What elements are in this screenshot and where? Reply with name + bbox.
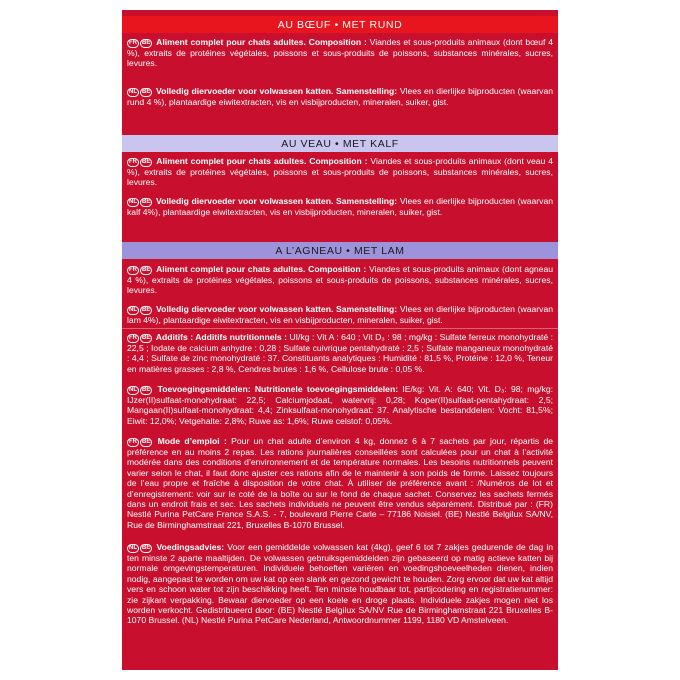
lang-badge-be: BE	[142, 40, 151, 46]
composition-lead: Volledig diervoeder voor volwassen katten. Samenstelling:	[156, 304, 398, 314]
additives-body: UI/kg : Vit A : 640 ; Vit D₃ : 98 ; mg/kg : Sulfate ferreux monohydraté : 22,5 ; Iodate de calcium anhydre : 0,28 ; Sulfate cuivrique pentahydraté : 2,5 ; Sulfate manganeux monohydraté : 4,4 ; Sulfate de zinc monohydraté : 37. Constituants analytiques : Humidité : 81,5 %, Protéine : 12,0 %, Teneur en matières grasses : 2,8 %, Cendres brutes : 1,6 %, Cellulose brute : 0,05 %.	[127, 332, 553, 374]
composition-lead: Aliment complet pour chats adultes. Composition :	[156, 37, 367, 47]
lang-badge-be: BE	[142, 159, 151, 165]
instructions-lead: Voedingsadvies:	[156, 542, 225, 552]
instructions-body: Pour un chat adulte d’environ 4 kg, donnez 6 à 7 sachets par jour, répartis de préférence en au moins 2 repas. Les rations journalières conseillées sont calculées pour un chat à l’activité modérée dans des conditions d’environnement et de température normales. Les besoins nutritionnels peuvent varier selon le chat, il faut donc ajuster ces rations afin de le maintenir à son poids de forme. Laissez toujours de l’eau propre et fraîche à disposition de votre chat. À utiliser de préférence avant : /Numéros de lot et d’enregistrement: voir sur le coté de la boîte ou sur le fond de chaque sachet. Conservez les sachets fermés dans un endroit frais et sec. Les sachets individuels ne peuvent être vendus séparément. Distribué par : (FR) Nestlé Purina PetCare France S.A.S. - 7, boulevard Pierre Carle – 77186 Noisiel. (BE) Nestlé Belgilux SA/NV, Rue de Birminghamstraat 221, Bruxelles B-1070 Brussel.	[127, 436, 554, 530]
composition-fr-kalf	[127, 156, 553, 188]
lang-badge-nl: NL	[129, 545, 137, 551]
lang-badge-be: BE	[142, 267, 151, 273]
composition-body: Vlees en dierlijke bijproducten (waarvan lam 4%), plantaardige eiwitextracten, vis en visbijproducten, mineralen, suiker, gist.	[127, 304, 553, 325]
lang-badge-be: BE	[142, 545, 151, 551]
composition-lead: Volledig diervoeder voor volwassen katten. Samenstelling:	[156, 196, 398, 206]
composition-lead: Aliment complet pour chats adultes. Composition :	[156, 156, 368, 166]
composition-nl-lam	[127, 304, 553, 325]
instructions-fr	[127, 436, 553, 530]
additives-nl	[127, 384, 553, 426]
lang-badge-fr: FR	[129, 439, 137, 445]
lang-badge-nl: NL	[129, 307, 137, 313]
additives-fr	[127, 332, 553, 374]
composition-body: Viandes et sous-produits animaux (dont bœuf 4 %), extraits de protéines végétales, poissons et sous-produits de poissons, substances minérales, sucres, levures.	[127, 37, 554, 69]
lang-badge-nl: NL	[129, 89, 137, 95]
additives-lead: Additifs : Additifs nutritionnels :	[155, 332, 287, 342]
section-title-lam: A L’AGNEAU • MET LAM	[122, 242, 558, 259]
composition-body: Viandes et sous-produits animaux (dont veau 4 %), extraits de protéines végétales, poissons et sous-produits de poissons, substances minérales, sucres, levures.	[127, 156, 553, 188]
lang-badge-fr: FR	[129, 335, 137, 341]
lang-badge-be: BE	[142, 89, 151, 95]
section-title-kalf: AU VEAU • MET KALF	[122, 135, 558, 152]
instructions-body: Voor een gemiddelde volwassen kat (4kg), geef 6 tot 7 zakjes gedurende de dag in ten minste 2 aparte maaltijden. De volwassen gebruiksgemiddelden zijn gebaseerd op matig actieve katten bij normale omgevingstemperaturen. Individuele behoeften variëren en voedingshoeveelheden dienen, indien nodig, aangepast te worden om uw kat op een slank en gezond gewicht te houden. Zorg ervoor dat uw kat altijd vers en schoon water tot zijn beschikking heeft. Ten minste houdbaar tot, partijcodering en registratienummer: zie zijkant verpakking. Bewaar diervoeder op een koele en droge plaats. Individuele zakjes mogen niet los worden verkocht. Gedistribueerd door: (BE) Nestlé Belgilux SA/NV Rue de Birminghamstraat 221 Bruxelles B-1070 Brussel. (NL) Nestlé Purina PetCare Nederland, Antwoordnummer 1199, 1180 VD Amstelveen.	[127, 542, 554, 626]
lang-badge-be: BE	[142, 335, 151, 341]
additives-lead: Toevoegingsmiddelen: Nutritionele toevoegingsmiddelen:	[157, 384, 399, 394]
ingredients-panel	[122, 10, 558, 670]
lang-badge-nl: NL	[129, 387, 137, 393]
composition-body: Viandes et sous-produits animaux (dont agneau 4 %), extraits de protéines végétales, poissons et sous-produits de poissons, substances minérales, sucres, levures.	[127, 264, 553, 296]
composition-lead: Volledig diervoeder voor volwassen katten. Samenstelling:	[156, 86, 398, 96]
section-title-rund: AU BŒUF • MET RUND	[122, 16, 558, 33]
composition-nl-rund	[127, 86, 553, 107]
lang-badge-fr: FR	[129, 159, 137, 165]
additives-body: IE/kg: Vit. A: 640; Vit. D₃: 98; mg/kg: IJzer(II)sulfaat-monohydraat: 22,5; Calciumjodaat, watervrij: 0,28; Koper(II)sulfaat-pentahydraat: 2,5; Mangaan(II)sulfaat-monohydraat: 4,4; Zinksulfaat-monohydraat: 37. Analytische bestanddelen: Vocht: 81,5%; Eiwit: 12,0%; Vetgehalte: 2,8%; Ruwe as: 1,6%; Ruwe celstof: 0,05%.	[127, 384, 553, 426]
lang-badge-be: BE	[142, 307, 151, 313]
lang-badge-fr: FR	[129, 267, 137, 273]
lang-badge-be: BE	[142, 387, 151, 393]
composition-lead: Aliment complet pour chats adultes. Composition :	[156, 264, 367, 274]
instructions-nl	[127, 542, 553, 626]
lang-badge-nl: NL	[129, 199, 137, 205]
lang-badge-fr: FR	[129, 40, 137, 46]
composition-nl-kalf	[127, 196, 553, 217]
composition-fr-rund	[127, 37, 553, 69]
composition-body: Vlees en dierlijke bijproducten (waarvan kalf 4%), plantaardige eiwitextracten, vis en visbijproducten, mineralen, suiker, gist.	[127, 196, 553, 217]
divider	[122, 328, 558, 329]
composition-body: Vlees en dierlijke bijproducten (waarvan rund 4 %), plantaardige eiwitextracten, vis en visbijproducten, mineralen, suiker, gist.	[127, 86, 553, 107]
composition-fr-lam	[127, 264, 553, 296]
lang-badge-be: BE	[142, 199, 151, 205]
lang-badge-be: BE	[142, 439, 151, 445]
instructions-lead: Mode d’emploi :	[157, 436, 227, 446]
